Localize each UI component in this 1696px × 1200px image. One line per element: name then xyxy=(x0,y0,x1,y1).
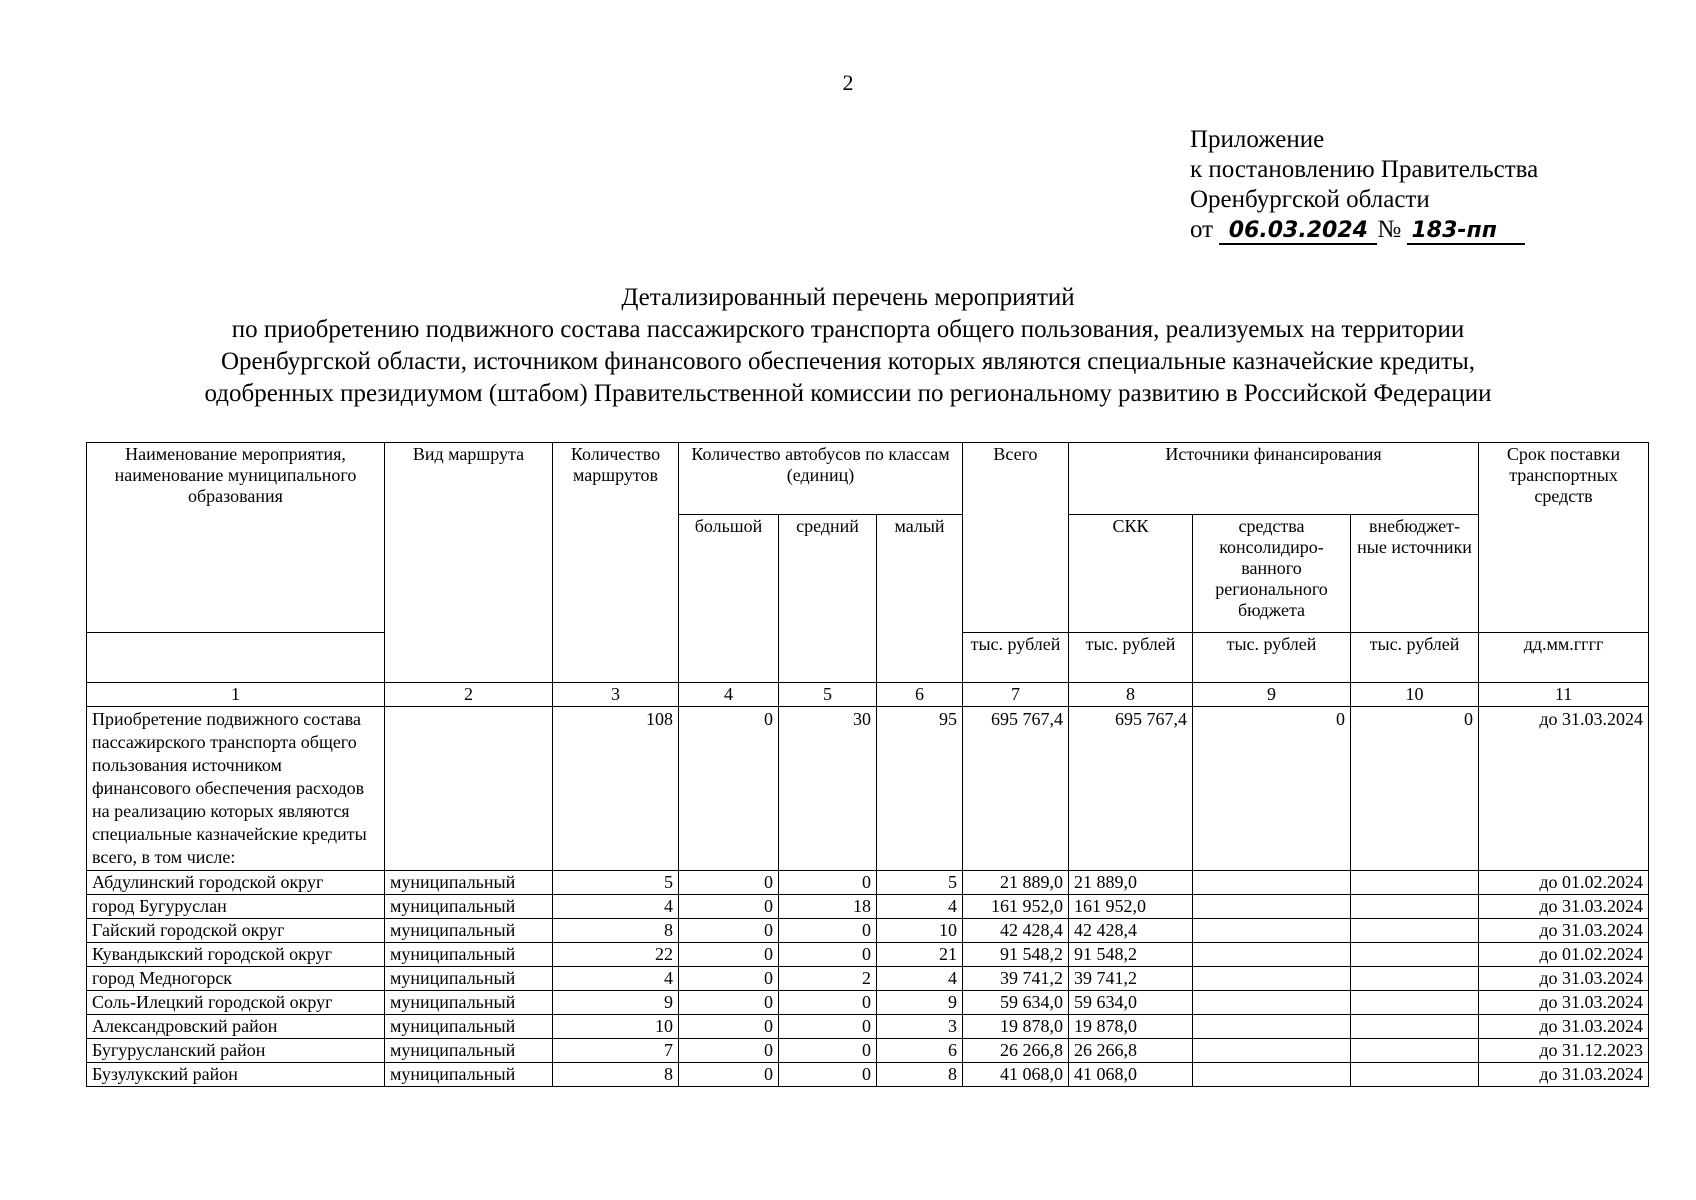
row-total: 26 266,8 xyxy=(963,1039,1069,1063)
row-extra xyxy=(1351,1063,1479,1087)
row-large: 0 xyxy=(679,967,779,991)
row-medium: 0 xyxy=(779,943,877,967)
table-row xyxy=(87,943,1649,967)
header-name-spacer xyxy=(87,633,385,683)
column-number: 3 xyxy=(553,683,679,707)
row-name: Гайский городской округ xyxy=(87,919,385,943)
row-routes: 5 xyxy=(553,871,679,895)
column-number: 10 xyxy=(1351,683,1479,707)
row-regional xyxy=(1193,1039,1351,1063)
row-delivery: до 31.03.2024 xyxy=(1479,991,1649,1015)
unit-date: дд.мм.гггг xyxy=(1479,633,1649,683)
table-row xyxy=(87,871,1649,895)
row-medium: 0 xyxy=(779,991,877,1015)
measures-table xyxy=(86,442,1649,1087)
row-name: Кувандыкский городской округ xyxy=(87,943,385,967)
row-delivery: до 31.03.2024 xyxy=(1479,1015,1649,1039)
row-large: 0 xyxy=(679,991,779,1015)
document-title xyxy=(0,282,1696,410)
row-small: 6 xyxy=(877,1039,963,1063)
title-line-1: Детализированный перечень мероприятий xyxy=(621,284,1075,311)
row-total: 42 428,4 xyxy=(963,919,1069,943)
row-delivery: до 01.02.2024 xyxy=(1479,943,1649,967)
header-routes-count: Количество маршрутов xyxy=(553,443,679,683)
row-delivery: до 31.03.2024 xyxy=(1479,967,1649,991)
header-large: большой xyxy=(679,515,779,683)
total-name: Приобретение подвижного состава пассажирского транспорта общего пользования источником финансового обеспечения расходов на реализацию которых являются специальные казначейские кредиты всего, в том числе: xyxy=(87,707,385,871)
row-routes: 10 xyxy=(553,1015,679,1039)
column-number: 5 xyxy=(779,683,877,707)
row-routes: 8 xyxy=(553,919,679,943)
row-small: 8 xyxy=(877,1063,963,1087)
number-sign: № xyxy=(1377,216,1402,243)
row-skk: 42 428,4 xyxy=(1069,919,1193,943)
column-numbers-row xyxy=(87,683,1649,707)
row-route-type: муниципальный xyxy=(385,1015,553,1039)
column-number: 1 xyxy=(87,683,385,707)
row-total: 19 878,0 xyxy=(963,1015,1069,1039)
row-total: 41 068,0 xyxy=(963,1063,1069,1087)
appendix-line-2: к постановлению Правительства xyxy=(1190,156,1539,183)
row-large: 0 xyxy=(679,1063,779,1087)
total-medium: 30 xyxy=(779,707,877,871)
row-route-type: муниципальный xyxy=(385,943,553,967)
total-delivery: до 31.03.2024 xyxy=(1479,707,1649,871)
row-name: город Медногорск xyxy=(87,967,385,991)
row-extra xyxy=(1351,967,1479,991)
row-extra xyxy=(1351,1015,1479,1039)
total-routes: 108 xyxy=(553,707,679,871)
row-delivery: до 31.03.2024 xyxy=(1479,895,1649,919)
row-route-type: муниципальный xyxy=(385,967,553,991)
row-extra xyxy=(1351,1039,1479,1063)
row-skk: 161 952,0 xyxy=(1069,895,1193,919)
row-extra xyxy=(1351,991,1479,1015)
row-route-type: муниципальный xyxy=(385,1039,553,1063)
row-skk: 39 741,2 xyxy=(1069,967,1193,991)
row-medium: 0 xyxy=(779,871,877,895)
from-label: от xyxy=(1190,216,1214,243)
row-large: 0 xyxy=(679,1039,779,1063)
row-skk: 91 548,2 xyxy=(1069,943,1193,967)
row-regional xyxy=(1193,943,1351,967)
row-total: 21 889,0 xyxy=(963,871,1069,895)
row-name: Бугурусланский район xyxy=(87,1039,385,1063)
handwritten-number: 183-пп xyxy=(1407,219,1525,245)
total-skk: 695 767,4 xyxy=(1069,707,1193,871)
column-number: 6 xyxy=(877,683,963,707)
table-row xyxy=(87,991,1649,1015)
title-line-2: по приобретению подвижного состава пассажирского транспорта общего пользования, реализуемых на территории xyxy=(231,316,1465,343)
row-total: 161 952,0 xyxy=(963,895,1069,919)
row-small: 10 xyxy=(877,919,963,943)
title-line-3: Оренбургской области, источником финансового обеспечения которых являются специальные казначейские кредиты, xyxy=(220,348,1476,375)
row-delivery: до 31.12.2023 xyxy=(1479,1039,1649,1063)
row-delivery: до 31.03.2024 xyxy=(1479,1063,1649,1087)
unit-extra: тыс. рублей xyxy=(1351,633,1479,683)
row-small: 3 xyxy=(877,1015,963,1039)
row-route-type: муниципальный xyxy=(385,895,553,919)
row-large: 0 xyxy=(679,895,779,919)
column-number: 11 xyxy=(1479,683,1649,707)
header-sources: Источники финансирования xyxy=(1069,443,1479,515)
row-small: 4 xyxy=(877,967,963,991)
row-name: город Бугуруслан xyxy=(87,895,385,919)
row-regional xyxy=(1193,871,1351,895)
row-large: 0 xyxy=(679,943,779,967)
row-large: 0 xyxy=(679,919,779,943)
appendix-block xyxy=(1190,125,1538,245)
row-route-type: муниципальный xyxy=(385,1063,553,1087)
row-medium: 0 xyxy=(779,919,877,943)
row-small: 21 xyxy=(877,943,963,967)
row-medium: 0 xyxy=(779,1063,877,1087)
table-row xyxy=(87,1039,1649,1063)
row-skk: 59 634,0 xyxy=(1069,991,1193,1015)
header-delivery: Срок поставки транспортных средств xyxy=(1479,443,1649,633)
row-regional xyxy=(1193,1015,1351,1039)
row-extra xyxy=(1351,943,1479,967)
row-route-type: муниципальный xyxy=(385,991,553,1015)
header-small: малый xyxy=(877,515,963,683)
unit-regional: тыс. рублей xyxy=(1193,633,1351,683)
row-route-type: муниципальный xyxy=(385,871,553,895)
unit-skk: тыс. рублей xyxy=(1069,633,1193,683)
table-row xyxy=(87,919,1649,943)
row-total: 91 548,2 xyxy=(963,943,1069,967)
row-skk: 26 266,8 xyxy=(1069,1039,1193,1063)
row-routes: 22 xyxy=(553,943,679,967)
row-total: 59 634,0 xyxy=(963,991,1069,1015)
header-extrabudgetary: внебюджет-ные источники xyxy=(1351,515,1479,633)
total-small: 95 xyxy=(877,707,963,871)
row-small: 9 xyxy=(877,991,963,1015)
total-extra: 0 xyxy=(1351,707,1479,871)
row-name: Соль-Илецкий городской округ xyxy=(87,991,385,1015)
row-skk: 21 889,0 xyxy=(1069,871,1193,895)
row-name: Бузулукский район xyxy=(87,1063,385,1087)
row-regional xyxy=(1193,919,1351,943)
table-row xyxy=(87,967,1649,991)
row-routes: 4 xyxy=(553,895,679,919)
total-sum: 695 767,4 xyxy=(963,707,1069,871)
header-regional-budget: средства консолидиро-ванного регионального бюджета xyxy=(1193,515,1351,633)
row-routes: 9 xyxy=(553,991,679,1015)
row-skk: 41 068,0 xyxy=(1069,1063,1193,1087)
total-large: 0 xyxy=(679,707,779,871)
row-medium: 18 xyxy=(779,895,877,919)
row-regional xyxy=(1193,967,1351,991)
total-row xyxy=(87,707,1649,871)
row-extra xyxy=(1351,895,1479,919)
column-number: 4 xyxy=(679,683,779,707)
header-medium: средний xyxy=(779,515,877,683)
row-large: 0 xyxy=(679,1015,779,1039)
header-route-type: Вид маршрута xyxy=(385,443,553,683)
appendix-line-3: Оренбургской области xyxy=(1190,186,1430,213)
row-small: 4 xyxy=(877,895,963,919)
row-regional xyxy=(1193,895,1351,919)
row-regional xyxy=(1193,1063,1351,1087)
row-delivery: до 01.02.2024 xyxy=(1479,871,1649,895)
header-total: Всего xyxy=(963,443,1069,633)
title-line-4: одобренных президиумом (штабом) Правительственной комиссии по региональному развитию в Российской Федерации xyxy=(204,380,1492,407)
table-row xyxy=(87,1063,1649,1087)
row-extra xyxy=(1351,919,1479,943)
total-regional: 0 xyxy=(1193,707,1351,871)
column-number: 9 xyxy=(1193,683,1351,707)
row-delivery: до 31.03.2024 xyxy=(1479,919,1649,943)
table-row xyxy=(87,895,1649,919)
row-name: Абдулинский городской округ xyxy=(87,871,385,895)
column-number: 7 xyxy=(963,683,1069,707)
row-routes: 4 xyxy=(553,967,679,991)
row-extra xyxy=(1351,871,1479,895)
appendix-line-1: Приложение xyxy=(1190,126,1325,153)
total-route-type xyxy=(385,707,553,871)
row-routes: 8 xyxy=(553,1063,679,1087)
column-number: 2 xyxy=(385,683,553,707)
header-name: Наименование мероприятия, наименование муниципального образования xyxy=(87,443,385,633)
handwritten-date: 06.03.2024 xyxy=(1219,219,1377,245)
row-regional xyxy=(1193,991,1351,1015)
row-total: 39 741,2 xyxy=(963,967,1069,991)
row-route-type: муниципальный xyxy=(385,919,553,943)
appendix-date-line xyxy=(1190,215,1538,245)
header-skk: СКК xyxy=(1069,515,1193,633)
column-number: 8 xyxy=(1069,683,1193,707)
row-medium: 2 xyxy=(779,967,877,991)
unit-total: тыс. рублей xyxy=(963,633,1069,683)
header-buses-by-class: Количество автобусов по классам (единиц) xyxy=(679,443,963,515)
row-name: Александровский район xyxy=(87,1015,385,1039)
row-skk: 19 878,0 xyxy=(1069,1015,1193,1039)
row-small: 5 xyxy=(877,871,963,895)
table-row xyxy=(87,1015,1649,1039)
row-large: 0 xyxy=(679,871,779,895)
row-routes: 7 xyxy=(553,1039,679,1063)
row-medium: 0 xyxy=(779,1039,877,1063)
row-medium: 0 xyxy=(779,1015,877,1039)
page-number: 2 xyxy=(842,70,854,95)
